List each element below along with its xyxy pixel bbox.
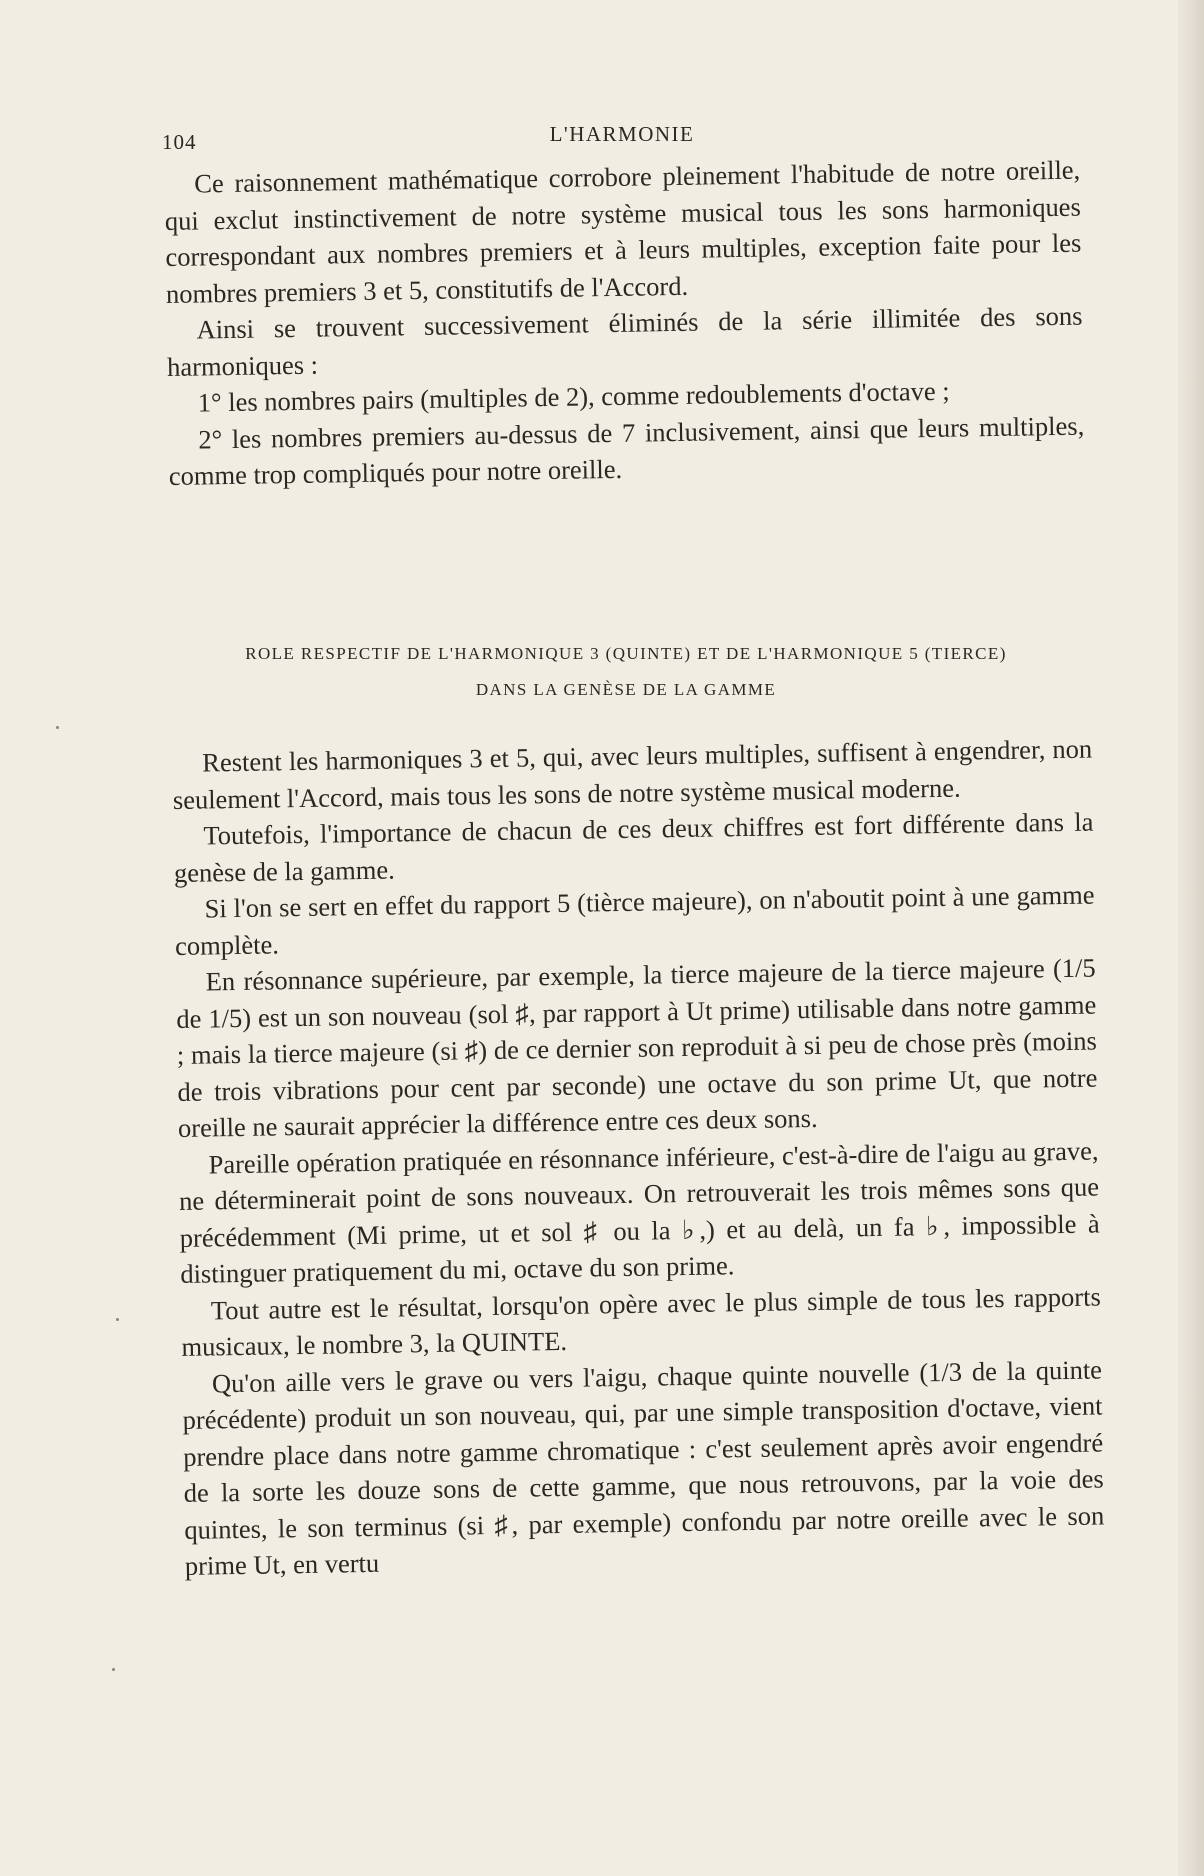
text-block-main — [172, 731, 1105, 1585]
paragraph: Tout autre est le résultat, lorsqu'on opère avec le plus simple de tous les rapports musicaux, le nombre 3, la QUINTE. — [181, 1280, 1102, 1362]
section-heading — [178, 636, 1074, 708]
paragraph: 1° les nombres pairs (multiples de 2), comme redoublements d'octave ; — [197, 375, 950, 418]
paper-speck — [116, 1318, 119, 1321]
paragraph: 2° les nombres premiers au-dessus de 7 inclusivement, ainsi que leurs multiples, comme trop compliqués pour notre oreille. — [168, 410, 1085, 491]
section-heading-line: DANS LA GENÈSE DE LA GAMME — [475, 680, 777, 699]
paragraph: Pareille opération pratiquée en résonnance inférieure, c'est-à-dire de l'aigu au grave, ne déterminerait point de sons nouveaux. On retrouverait les trois mêmes sons que précédemment (Mi prime, ut et sol ♯ ou la ♭,) et au delà, un fa ♭, impossible à distinguer pratiquement du mi, octave du son prime. — [178, 1134, 1100, 1289]
page-number: 104 — [162, 130, 197, 154]
paper-speck — [56, 726, 59, 729]
paragraph: Qu'on aille vers le grave ou vers l'aigu, chaque quinte nouvelle (1/3 de la quinte précédente) produit un son nouveau, qui, par une simple transposition d'octave, vient prendre place dans notre gamme chromatique : c'est seulement après avoir engendré de la sorte les douze sons de cette gamme, que nous retrouvons, par la voie des quintes, le son terminus (si ♯, par exemple) confondu par notre oreille avec le son prime Ut, en vertu — [182, 1353, 1105, 1581]
paragraph: Si l'on se sert en effet du rapport 5 (tièrce majeure), on n'aboutit point à une gamme complète. — [174, 879, 1095, 961]
paragraph: Ce raisonnement mathématique corrobore pleinement l'habitude de notre oreille, qui exclut instinctivement de notre système musical tous les sons harmoniques correspondant aux nombres premiers et à leurs multiples, exception faite pour les nombres premiers 3 et 5, constitutifs de l'Accord. — [164, 154, 1082, 309]
paper-speck — [112, 1668, 115, 1671]
paragraph: Ainsi se trouvent successivement éliminés de la série illimitée des sons harmoniques : — [166, 300, 1083, 382]
section-heading-line: ROLE RESPECTIF DE L'HARMONIQUE 3 (QUINTE) ET DE L'HARMONIQUE 5 (TIERCE) — [245, 644, 1007, 663]
paragraph: En résonnance supérieure, par exemple, la tierce majeure de la tierce majeure (1/5 de 1/5) est un son nouveau (sol ♯, par rapport à Ut prime) utilisable dans notre gamme ; mais la tierce majeure (si ♯) de ce dernier son reproduit à si peu de chose près (moins de trois vibrations pour cent par seconde) une octave du son prime Ut, que notre oreille ne saurait apprécier la différence entre ces deux sons. — [176, 952, 1098, 1143]
paragraph: Restent les harmoniques 3 et 5, qui, avec leurs multiples, suffisent à engendrer, non seulement l'Accord, mais tous les sons de notre système musical moderne. — [172, 733, 1093, 815]
text-block-intro — [164, 152, 1085, 495]
paragraph: Toutefois, l'importance de chacun de ces deux chiffres est fort différente dans la genèse de la gamme. — [173, 806, 1094, 888]
running-title: L'HARMONIE — [549, 122, 695, 146]
page-gutter-shadow — [1178, 0, 1204, 1876]
